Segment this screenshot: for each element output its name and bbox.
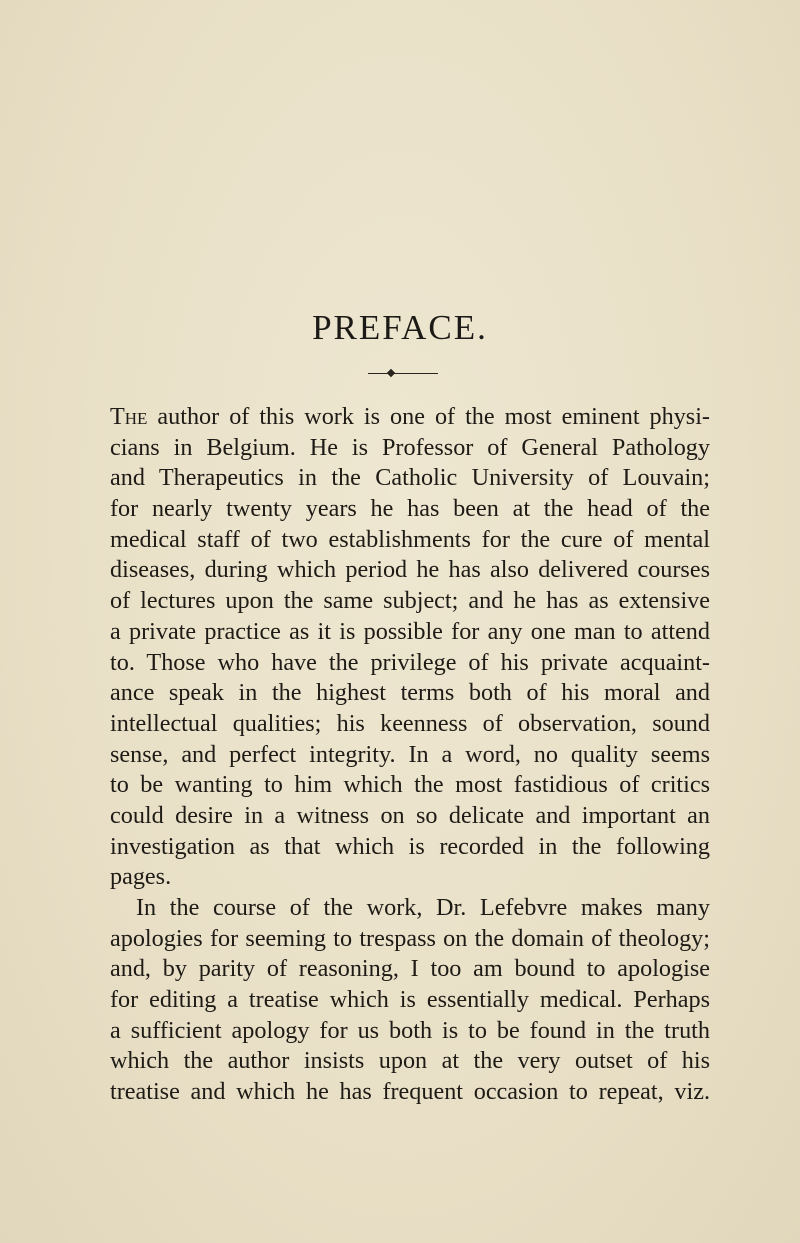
paragraph-1-line-15: investigation as that which is recorded in the following [110, 832, 710, 860]
paragraph-2-line-4: for editing a treatise which is essentially medical. Perhaps [110, 986, 710, 1014]
paragraph-1-line-7: of lectures upon the same subject; and he has as extensive [110, 587, 710, 615]
paragraph-2-line-6: which the author insists upon at the very outset of his [110, 1047, 710, 1075]
ornament-diamond-icon [387, 369, 395, 377]
paragraph-1-line-4: for nearly twenty years he has been at the head of the [110, 495, 710, 523]
paragraph-2-line-2: apologies for seeming to trespass on the domain of theology; [110, 924, 710, 952]
paragraph-1-line-13: to be wanting to him which the most fastidious of critics [110, 771, 710, 799]
paragraph-1-line-2: cians in Belgium. He is Professor of General Pathology [110, 433, 710, 461]
preface-body [110, 402, 710, 1108]
paragraph-2-line-5: a sufficient apology for us both is to be found in the truth [110, 1016, 710, 1044]
text-line: author of this work is one of the most eminent physi- [147, 403, 710, 430]
paragraph-2-line-1: In the course of the work, Dr. Lefebvre makes many [136, 894, 710, 921]
paragraph-1-line-16: pages. [110, 863, 172, 891]
ornament-rule [368, 369, 438, 379]
paragraph-lead-word: The [110, 403, 148, 430]
paragraph-1-line-1 [110, 402, 710, 433]
paragraph-1-line-5: medical staff of two establishments for the cure of mental [110, 525, 710, 553]
paragraph-2-line-3: and, by parity of reasoning, I too am bound to apologise [110, 955, 710, 983]
paragraph-1-line-14: could desire in a witness on so delicate and important an [110, 801, 710, 829]
paragraph-1-line-9: to. Those who have the privilege of his private acquaint- [110, 648, 710, 676]
paragraph-1-line-11: intellectual qualities; his keenness of observation, sound [110, 709, 710, 737]
paragraph-1-line-6: diseases, during which period he has also delivered courses [110, 556, 710, 584]
page-title: PREFACE. [312, 308, 488, 347]
paragraph-1-line-3: and Therapeutics in the Catholic University of Louvain; [110, 464, 710, 492]
paragraph-2-line-7: treatise and which he has frequent occasion to repeat, viz. [110, 1078, 710, 1106]
paragraph-1-line-8: a private practice as it is possible for any one man to attend [110, 617, 710, 645]
ornament-line [368, 373, 438, 374]
paragraph-1-line-10: ance speak in the highest terms both of his moral and [110, 679, 710, 707]
paragraph-1-line-12: sense, and perfect integrity. In a word, no quality seems [110, 740, 710, 768]
